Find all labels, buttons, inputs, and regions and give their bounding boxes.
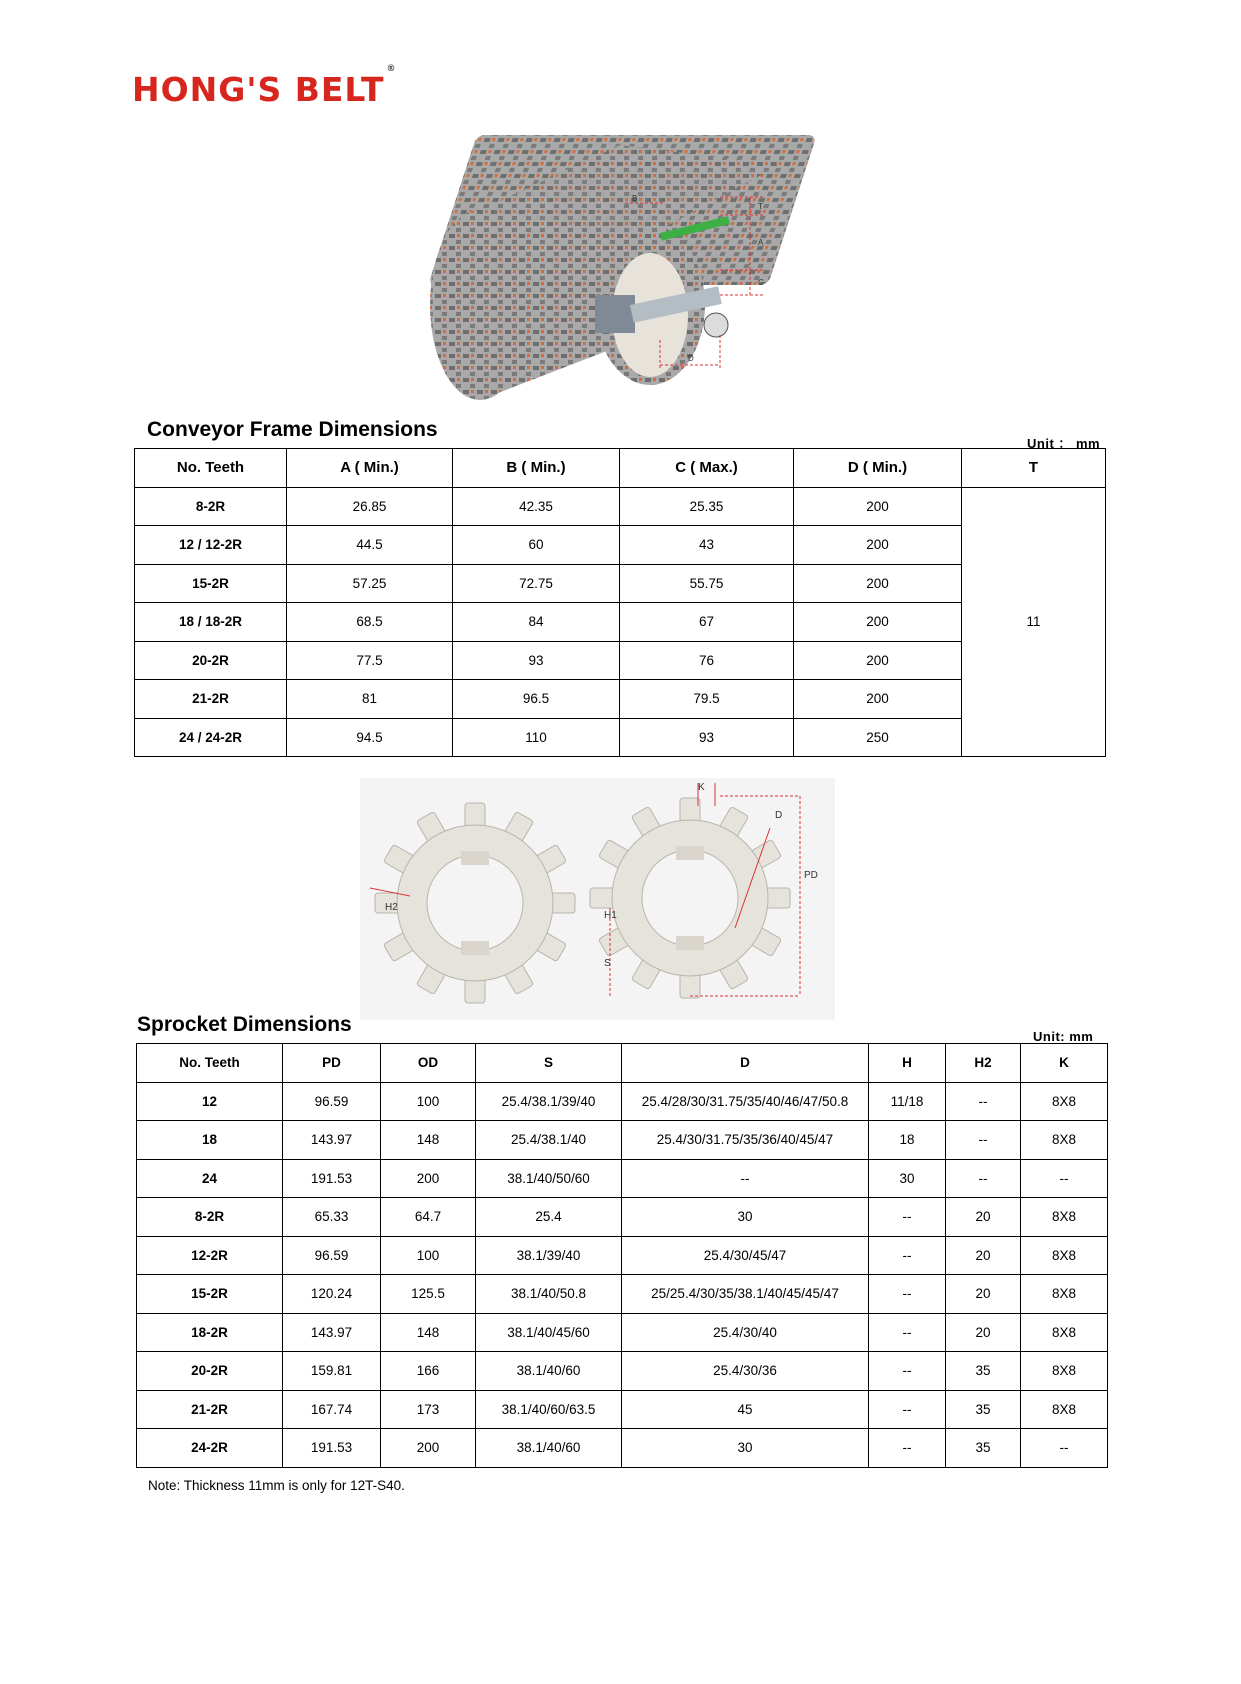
table-cell: 12 / 12-2R (135, 526, 287, 565)
table-cell: 8X8 (1021, 1121, 1108, 1160)
table-cell: 20 (946, 1275, 1021, 1314)
header-cell: D ( Min.) (794, 449, 962, 488)
frame-dimensions-table (134, 448, 1106, 757)
table-cell: 191.53 (283, 1159, 381, 1198)
sprocket-illustration (360, 778, 835, 1020)
table-cell: 173 (381, 1390, 476, 1429)
table-cell: 15-2R (137, 1275, 283, 1314)
table-cell: 148 (381, 1121, 476, 1160)
table-cell: 120.24 (283, 1275, 381, 1314)
table-row (135, 487, 1106, 526)
table-cell: 20-2R (135, 641, 287, 680)
label-h1: H1 (604, 910, 617, 921)
header-cell: K (1021, 1044, 1108, 1083)
table-cell: 12-2R (137, 1236, 283, 1275)
table-cell: 25.4 (476, 1198, 622, 1237)
label-d: D (775, 810, 783, 821)
table-cell: 8-2R (135, 487, 287, 526)
table-row (137, 1198, 1108, 1237)
table-cell: 93 (620, 718, 794, 757)
table-cell: 20 (946, 1198, 1021, 1237)
header-cell: H (869, 1044, 946, 1083)
table-cell: 11/18 (869, 1082, 946, 1121)
table-cell: 8X8 (1021, 1198, 1108, 1237)
label-k: K (698, 782, 705, 793)
table-cell: 84 (453, 603, 620, 642)
table-cell: 18 / 18-2R (135, 603, 287, 642)
label-c: C (758, 278, 764, 287)
table-cell: 148 (381, 1313, 476, 1352)
header-cell: S (476, 1044, 622, 1083)
table-row (137, 1275, 1108, 1314)
table-cell: 96.59 (283, 1236, 381, 1275)
table-cell: 94.5 (287, 718, 453, 757)
header-cell: C ( Max.) (620, 449, 794, 488)
table-cell: -- (869, 1236, 946, 1275)
table-cell: 44.5 (287, 526, 453, 565)
table-cell: 30 (622, 1429, 869, 1468)
table-row (137, 1236, 1108, 1275)
table-cell: 25.4/38.1/39/40 (476, 1082, 622, 1121)
table-cell: 38.1/40/60 (476, 1429, 622, 1468)
table-cell: 200 (381, 1159, 476, 1198)
table-cell: 8X8 (1021, 1390, 1108, 1429)
table-cell: -- (1021, 1159, 1108, 1198)
table-cell: 42.35 (453, 487, 620, 526)
table-cell: 100 (381, 1236, 476, 1275)
table-cell: 35 (946, 1429, 1021, 1468)
table-cell: 18-2R (137, 1313, 283, 1352)
table-cell: 30 (622, 1198, 869, 1237)
table-cell: 100 (381, 1082, 476, 1121)
table-cell: 30 (869, 1159, 946, 1198)
table-cell: 96.5 (453, 680, 620, 719)
table-cell: 15-2R (135, 564, 287, 603)
table-row (135, 718, 1106, 757)
table-cell: 21-2R (135, 680, 287, 719)
table-cell: 25.4/30/31.75/35/36/40/45/47 (622, 1121, 869, 1160)
table-row (135, 526, 1106, 565)
table-cell: -- (946, 1159, 1021, 1198)
table-cell: 24 (137, 1159, 283, 1198)
table-cell: 143.97 (283, 1121, 381, 1160)
table-cell: 76 (620, 641, 794, 680)
table-cell: 21-2R (137, 1390, 283, 1429)
table-row (137, 1352, 1108, 1391)
table-header-row (135, 449, 1106, 488)
table-row (137, 1313, 1108, 1352)
table-cell: 200 (794, 487, 962, 526)
table-cell: 45 (622, 1390, 869, 1429)
conveyor-belt-illustration (420, 125, 820, 410)
table-cell: 143.97 (283, 1313, 381, 1352)
table-row (137, 1082, 1108, 1121)
table-row (137, 1429, 1108, 1468)
table-cell: 200 (794, 680, 962, 719)
table-cell: 25/25.4/30/35/38.1/40/45/45/47 (622, 1275, 869, 1314)
frame-section-title: Conveyor Frame Dimensions (147, 418, 438, 441)
table-cell: 24-2R (137, 1429, 283, 1468)
table-cell: 35 (946, 1390, 1021, 1429)
header-cell: PD (283, 1044, 381, 1083)
sprocket-unit-label: Unit: mm (1033, 1029, 1094, 1044)
label-a: A (758, 238, 764, 247)
table-cell: 166 (381, 1352, 476, 1391)
table-cell: 38.1/40/60/63.5 (476, 1390, 622, 1429)
label-b: B (632, 194, 638, 203)
label-s: S (604, 958, 611, 969)
footnote: Note: Thickness 11mm is only for 12T-S40. (148, 1478, 405, 1493)
table-cell: -- (946, 1121, 1021, 1160)
table-cell: 8-2R (137, 1198, 283, 1237)
table-cell: 8X8 (1021, 1313, 1108, 1352)
header-cell: No. Teeth (135, 449, 287, 488)
label-pd: PD (804, 870, 818, 881)
table-cell: 25.4/30/40 (622, 1313, 869, 1352)
t-value-cell: 11 (962, 487, 1106, 757)
table-cell: 125.5 (381, 1275, 476, 1314)
table-cell: 24 / 24-2R (135, 718, 287, 757)
table-cell: -- (869, 1429, 946, 1468)
table-row (137, 1121, 1108, 1160)
table-cell: 8X8 (1021, 1352, 1108, 1391)
sprocket-section-title: Sprocket Dimensions (137, 1013, 352, 1036)
table-cell: 72.75 (453, 564, 620, 603)
table-cell: 18 (869, 1121, 946, 1160)
table-cell: -- (946, 1082, 1021, 1121)
label-t: T (758, 202, 763, 211)
table-cell: 25.35 (620, 487, 794, 526)
table-row (135, 564, 1106, 603)
table-cell: 81 (287, 680, 453, 719)
table-header-row (137, 1044, 1108, 1083)
table-cell: 38.1/40/50.8 (476, 1275, 622, 1314)
table-cell: 12 (137, 1082, 283, 1121)
header-cell: D (622, 1044, 869, 1083)
table-cell: 93 (453, 641, 620, 680)
header-cell: A ( Min.) (287, 449, 453, 488)
table-cell: 20 (946, 1236, 1021, 1275)
table-cell: -- (622, 1159, 869, 1198)
header-cell: No. Teeth (137, 1044, 283, 1083)
table-row (135, 603, 1106, 642)
table-cell: 43 (620, 526, 794, 565)
sprocket-dimensions-table (136, 1043, 1108, 1468)
table-row (137, 1159, 1108, 1198)
table-cell: 20-2R (137, 1352, 283, 1391)
table-cell: 25.4/30/36 (622, 1352, 869, 1391)
brand-logo (132, 64, 397, 109)
table-row (135, 680, 1106, 719)
table-cell: 67 (620, 603, 794, 642)
table-cell: -- (869, 1390, 946, 1429)
table-cell: 77.5 (287, 641, 453, 680)
table-cell: 35 (946, 1352, 1021, 1391)
table-cell: -- (869, 1352, 946, 1391)
table-cell: -- (869, 1198, 946, 1237)
table-cell: 110 (453, 718, 620, 757)
label-d: D (688, 354, 694, 363)
table-cell: 68.5 (287, 603, 453, 642)
table-cell: -- (1021, 1429, 1108, 1468)
brand-name: HONG'S BELT (132, 70, 385, 109)
table-cell: 8X8 (1021, 1236, 1108, 1275)
table-cell: 200 (794, 526, 962, 565)
table-cell: 159.81 (283, 1352, 381, 1391)
header-cell: B ( Min.) (453, 449, 620, 488)
table-cell: 18 (137, 1121, 283, 1160)
table-cell: -- (869, 1275, 946, 1314)
registered-mark: ® (386, 64, 397, 74)
table-cell: 57.25 (287, 564, 453, 603)
table-cell: 60 (453, 526, 620, 565)
header-cell: H2 (946, 1044, 1021, 1083)
table-cell: 79.5 (620, 680, 794, 719)
table-cell: 38.1/39/40 (476, 1236, 622, 1275)
table-cell: 200 (794, 564, 962, 603)
table-cell: 8X8 (1021, 1082, 1108, 1121)
table-cell: 191.53 (283, 1429, 381, 1468)
table-cell: 8X8 (1021, 1275, 1108, 1314)
table-row (135, 641, 1106, 680)
table-cell: 167.74 (283, 1390, 381, 1429)
table-row (137, 1390, 1108, 1429)
frame-unit-label: Unit ： mm (1027, 436, 1101, 451)
table-cell: 38.1/40/60 (476, 1352, 622, 1391)
table-cell: 20 (946, 1313, 1021, 1352)
header-cell: OD (381, 1044, 476, 1083)
table-cell: 200 (381, 1429, 476, 1468)
table-cell: 65.33 (283, 1198, 381, 1237)
table-cell: 26.85 (287, 487, 453, 526)
table-cell: -- (869, 1313, 946, 1352)
table-cell: 96.59 (283, 1082, 381, 1121)
table-cell: 38.1/40/50/60 (476, 1159, 622, 1198)
header-cell: T (962, 449, 1106, 488)
table-cell: 250 (794, 718, 962, 757)
table-cell: 25.4/30/45/47 (622, 1236, 869, 1275)
table-cell: 64.7 (381, 1198, 476, 1237)
table-cell: 55.75 (620, 564, 794, 603)
table-cell: 200 (794, 641, 962, 680)
label-h2: H2 (385, 902, 398, 913)
table-cell: 38.1/40/45/60 (476, 1313, 622, 1352)
table-cell: 200 (794, 603, 962, 642)
table-cell: 25.4/28/30/31.75/35/40/46/47/50.8 (622, 1082, 869, 1121)
table-cell: 25.4/38.1/40 (476, 1121, 622, 1160)
